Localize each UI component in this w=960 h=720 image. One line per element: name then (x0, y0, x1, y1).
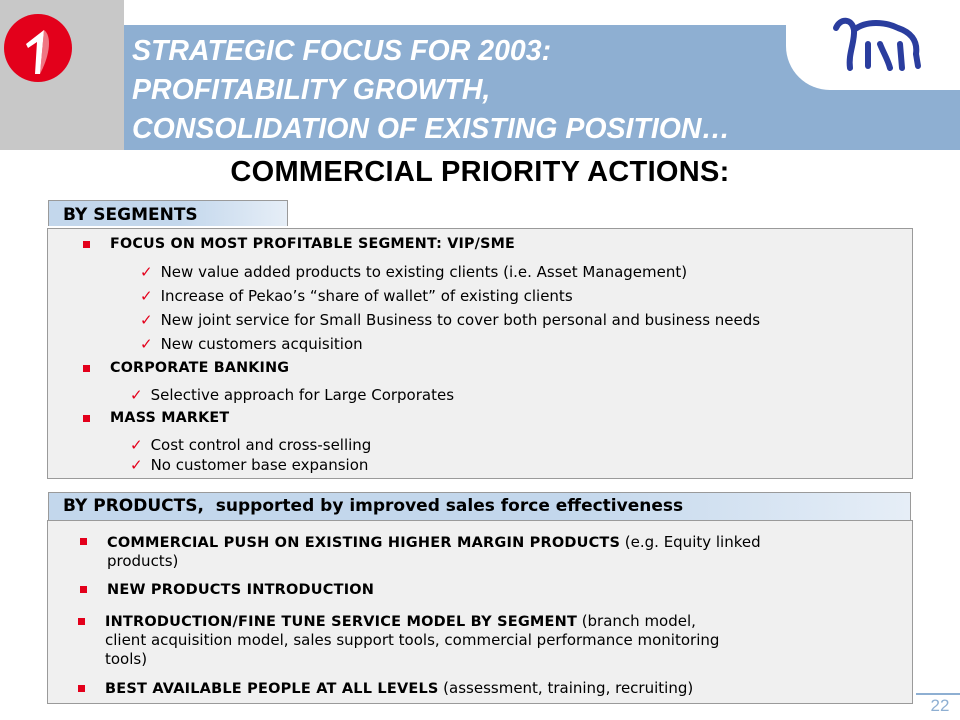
title-line-3: CONSOLIDATION OF EXISTING POSITION… (132, 113, 730, 145)
checkmark-icon: ✓ (140, 287, 153, 305)
product-item-heading: BEST AVAILABLE PEOPLE AT ALL LEVELS (105, 681, 439, 697)
product-item (107, 533, 897, 571)
list-item-text: Selective approach for Large Corporates (150, 386, 455, 404)
list-item (140, 311, 760, 329)
products-tab-label: BY PRODUCTS, (63, 496, 204, 516)
bank-logo-mark (4, 14, 72, 82)
segment-heading-mass-market: MASS MARKET (110, 410, 230, 426)
product-item-detail: products) (107, 552, 179, 570)
list-item (130, 386, 454, 404)
bullet-square-icon (83, 365, 90, 372)
bullet-square-icon (78, 618, 85, 625)
list-item-text: Increase of Pekao’s “share of wallet” of existing clients (160, 287, 573, 305)
list-item-text: Cost control and cross-selling (150, 436, 372, 454)
checkmark-icon: ✓ (140, 335, 153, 353)
products-tab-suffix: supported by improved sales force effectiveness (215, 496, 684, 516)
slide-title (132, 32, 832, 149)
product-item-heading: COMMERCIAL PUSH ON EXISTING HIGHER MARGIN PRODUCTS (107, 535, 621, 551)
list-item (130, 456, 368, 474)
checkmark-icon: ✓ (130, 386, 143, 404)
bullet-square-icon (83, 415, 90, 422)
segment-heading-corporate: CORPORATE BANKING (110, 360, 290, 376)
checkmark-icon: ✓ (130, 436, 143, 454)
bison-logo-icon (830, 14, 924, 80)
bullet-square-icon (78, 685, 85, 692)
products-tab (48, 492, 911, 520)
checkmark-icon: ✓ (130, 456, 143, 474)
product-item-detail: client acquisition model, sales support tools, commercial performance monitoring (105, 631, 720, 649)
title-line-1: STRATEGIC FOCUS FOR 2003: (132, 35, 552, 67)
segment-heading-vip-sme: FOCUS ON MOST PROFITABLE SEGMENT: VIP/SME (110, 236, 515, 252)
list-item-text: New value added products to existing clients (i.e. Asset Management) (160, 263, 688, 281)
page-number: 22 (930, 696, 950, 715)
segments-tab: BY SEGMENTS (48, 200, 288, 226)
checkmark-icon: ✓ (140, 311, 153, 329)
list-item (130, 436, 371, 454)
bullet-square-icon (83, 241, 90, 248)
product-item-detail: (branch model, (581, 612, 696, 630)
list-item (140, 335, 363, 353)
product-item (105, 679, 693, 698)
product-item-detail: tools) (105, 650, 148, 668)
list-item-text: No customer base expansion (150, 456, 369, 474)
list-item-text: New joint service for Small Business to cover both personal and business needs (160, 311, 761, 329)
product-item-detail: (e.g. Equity linked (624, 533, 761, 551)
list-item (140, 287, 573, 305)
list-item (140, 263, 687, 281)
page-number-rule (916, 693, 960, 695)
product-item-heading: INTRODUCTION/FINE TUNE SERVICE MODEL BY SEGMENT (105, 614, 578, 630)
bullet-square-icon (80, 538, 87, 545)
checkmark-icon: ✓ (140, 263, 153, 281)
title-line-2: PROFITABILITY GROWTH, (132, 74, 491, 106)
bullet-square-icon (80, 586, 87, 593)
product-item-heading: NEW PRODUCTS INTRODUCTION (107, 582, 375, 598)
product-item-detail: (assessment, training, recruiting) (443, 679, 694, 697)
list-item-text: New customers acquisition (160, 335, 363, 353)
product-item (105, 612, 895, 669)
main-heading: COMMERCIAL PRIORITY ACTIONS: (230, 156, 730, 188)
